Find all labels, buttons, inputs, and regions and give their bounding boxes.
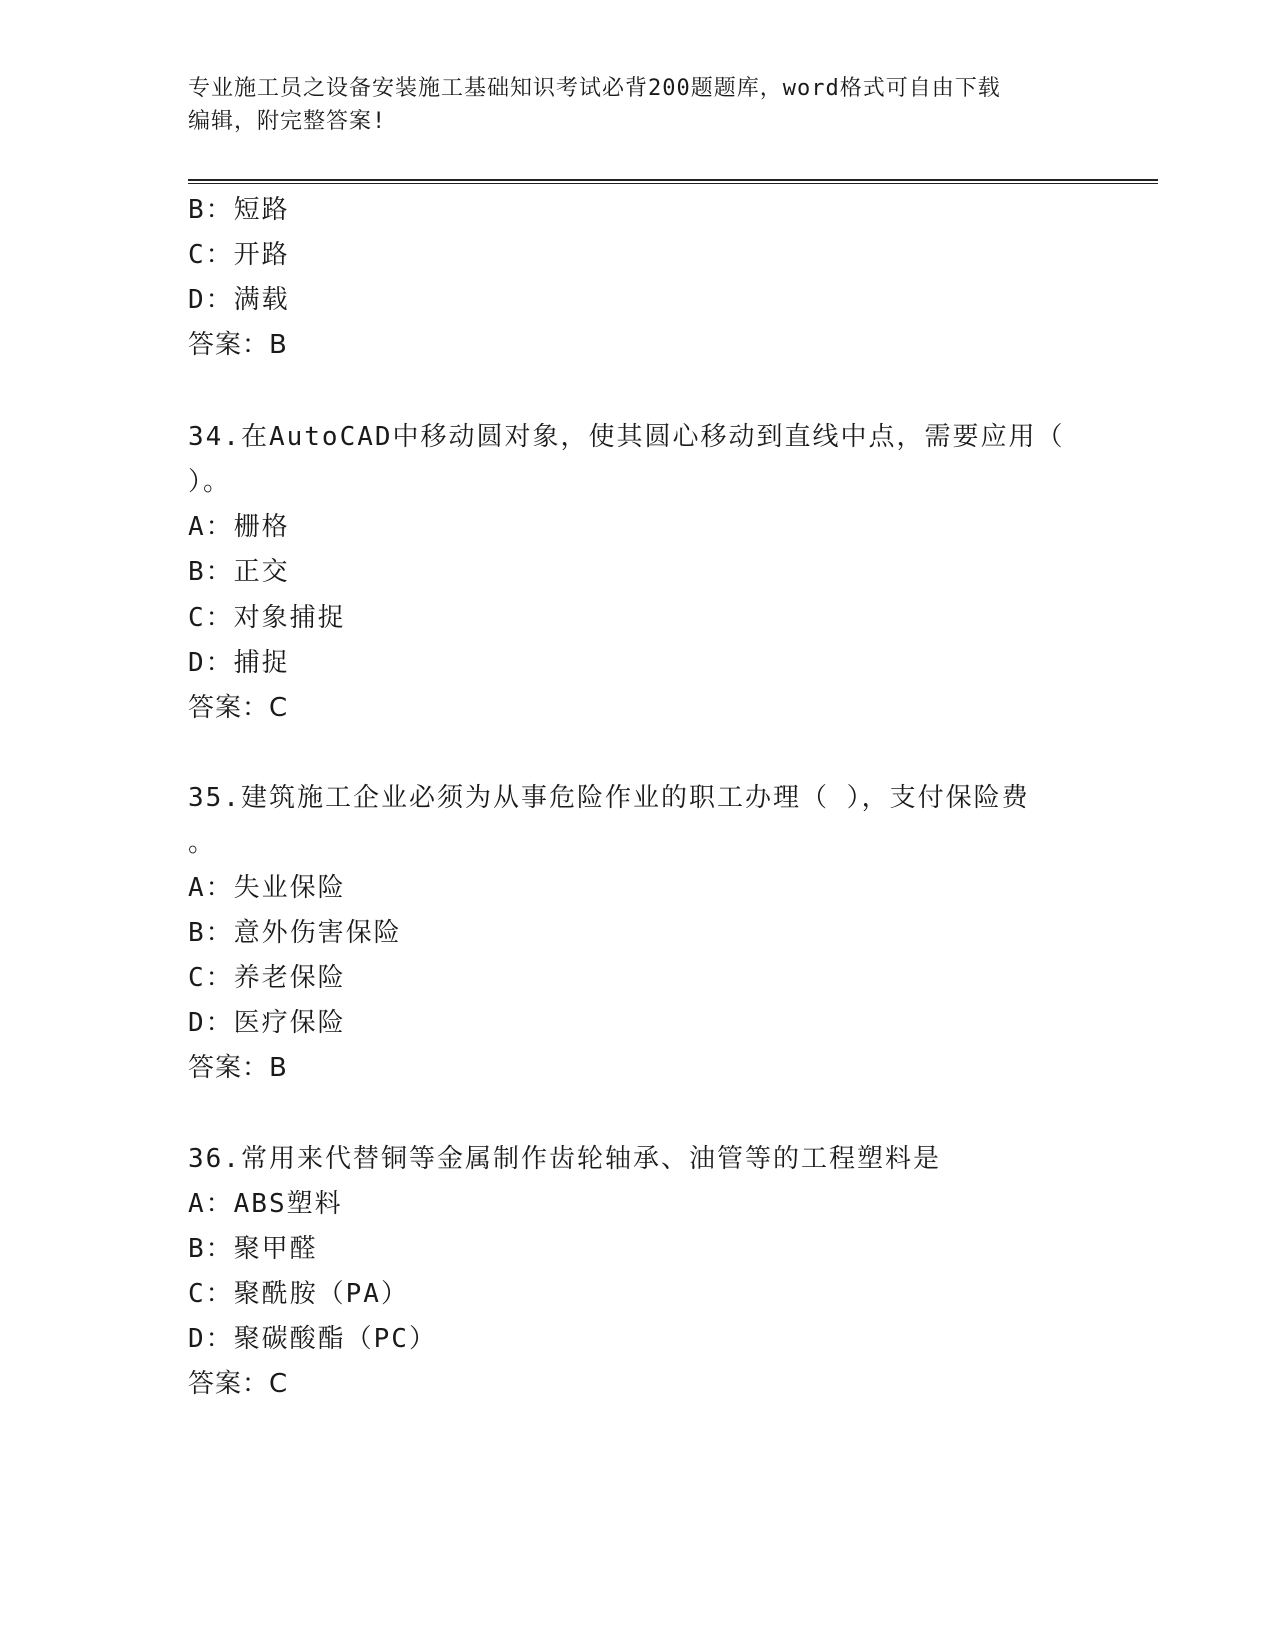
header-title-line1: 专业施工员之设备安装施工基础知识考试必背200题题库，word格式可自由下载 xyxy=(188,76,1001,101)
q35-answer: 答案：B xyxy=(188,1053,288,1083)
q36-option-d: D：聚碳酸酯（PC） xyxy=(188,1324,437,1354)
q35-question-line1: 35.建筑施工企业必须为从事危险作业的职工办理（ ），支付保险费 xyxy=(188,783,1030,813)
header-title-line2: 编辑，附完整答案! xyxy=(188,109,387,134)
q34-option-a: A：栅格 xyxy=(188,512,290,542)
q35-option-c: C：养老保险 xyxy=(188,963,346,993)
q34-question-line1: 34.在AutoCAD中移动圆对象，使其圆心移动到直线中点，需要应用（ xyxy=(188,422,1065,452)
q34-option-b: B：正交 xyxy=(188,557,290,587)
q35-option-d: D：医疗保险 xyxy=(188,1008,346,1038)
q34-answer: 答案：C xyxy=(188,693,289,723)
header-divider-thin xyxy=(188,183,1158,184)
q36-option-b: B：聚甲醛 xyxy=(188,1234,318,1264)
q36-answer: 答案：C xyxy=(188,1369,289,1399)
page-header xyxy=(188,72,1088,138)
q34-option-d: D：捕捉 xyxy=(188,648,290,678)
header-divider-thick xyxy=(188,179,1158,181)
q35-option-a: A：失业保险 xyxy=(188,873,346,903)
q33-option-b: B：短路 xyxy=(188,195,290,225)
q34-option-c: C：对象捕捉 xyxy=(188,603,346,633)
q36-option-c: C：聚酰胺（PA） xyxy=(188,1279,409,1309)
q35-option-b: B：意外伤害保险 xyxy=(188,918,402,948)
q33-option-d: D：满载 xyxy=(188,285,290,315)
q36-question-line1: 36.常用来代替铜等金属制作齿轮轴承、油管等的工程塑料是 xyxy=(188,1144,941,1174)
q33-option-c: C：开路 xyxy=(188,240,290,270)
q34-question-line2: ）。 xyxy=(188,467,232,497)
q36-option-a: A：ABS塑料 xyxy=(188,1189,343,1219)
q35-question-line2: 。 xyxy=(188,828,217,858)
q33-answer: 答案：B xyxy=(188,330,288,360)
